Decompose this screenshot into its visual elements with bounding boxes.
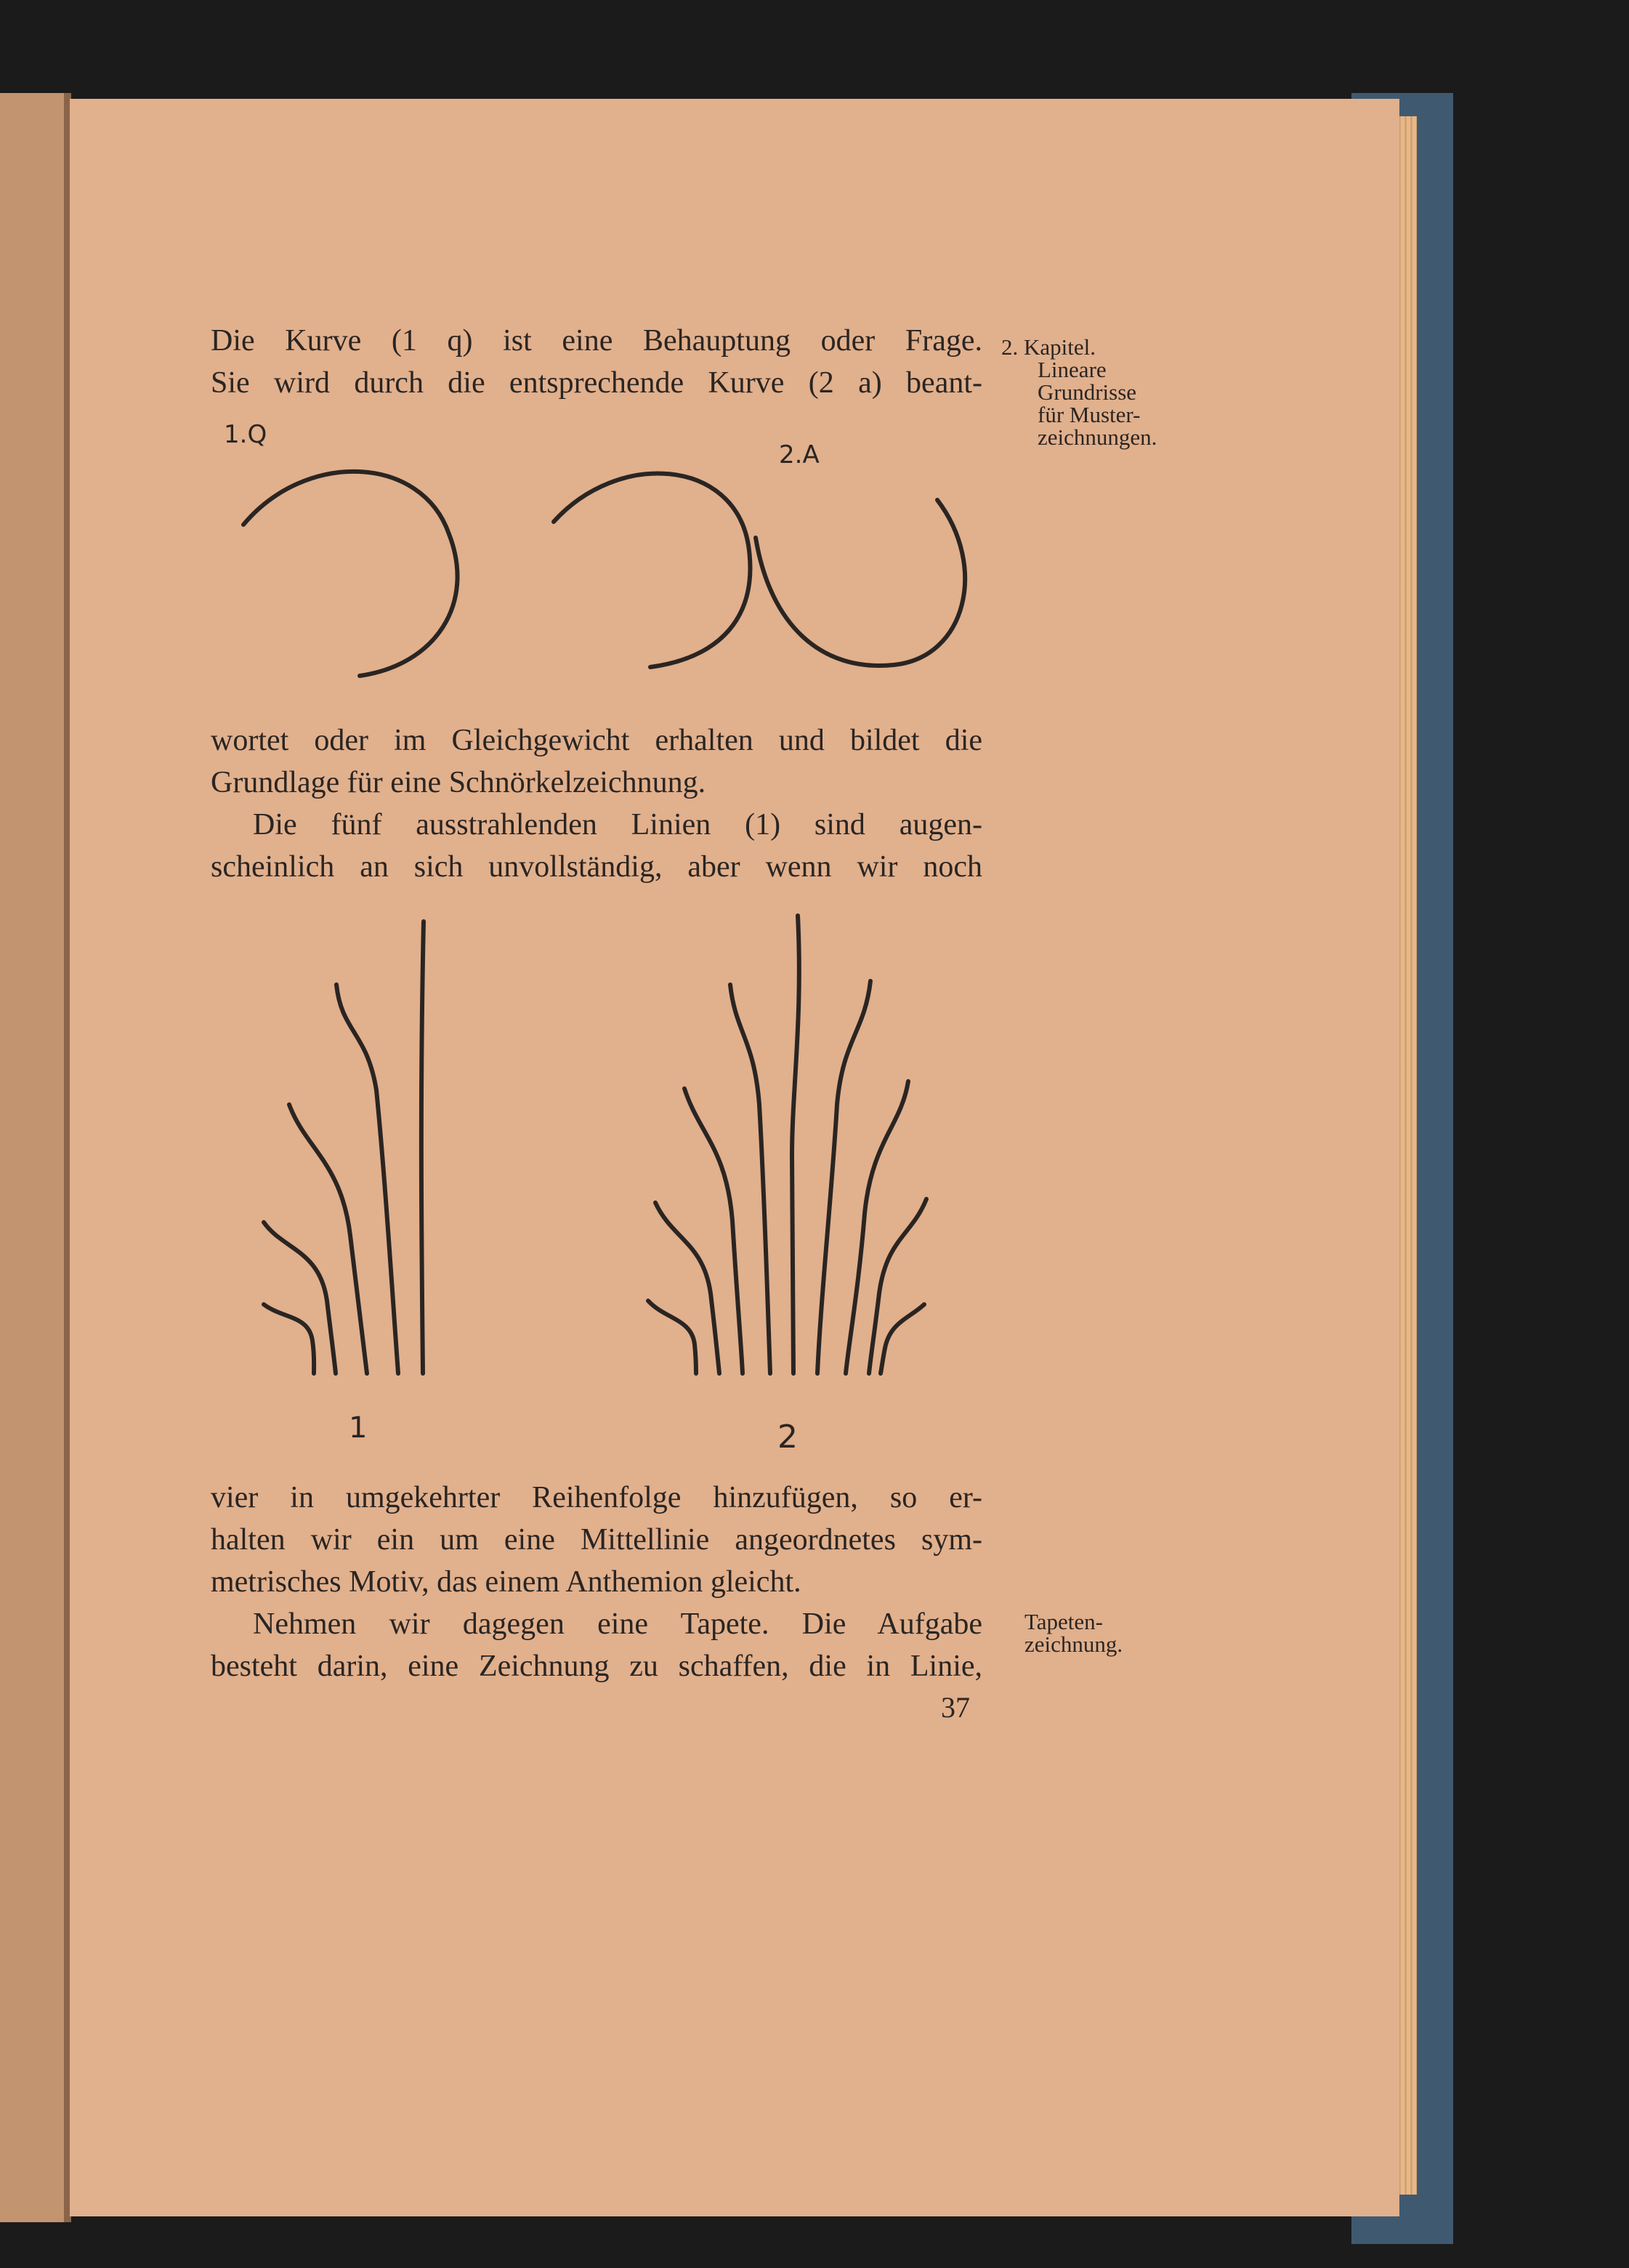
text-line: besteht darin, eine Zeichnung zu schaffen, die in Linie,: [211, 1650, 982, 1683]
text-line: metrisches Motiv, das einem Anthemion gleicht.: [211, 1565, 801, 1599]
figure-label-1: 1: [349, 1411, 368, 1445]
margin-note-line: Tapeten-: [1024, 1609, 1103, 1634]
motif-1: [264, 921, 424, 1373]
text-line: wortet oder im Gleichgewicht erhalten und bildet die: [211, 724, 982, 757]
margin-note-line: zeichnungen.: [1038, 424, 1157, 450]
margin-note-wallpaper: [1024, 1610, 1123, 1655]
margin-note-line: für Muster-: [1038, 402, 1141, 427]
figure-label-answer: 2.A: [779, 440, 820, 469]
text-line: scheinlich an sich unvollständig, aber wenn wir noch: [211, 850, 982, 884]
text-line: halten wir ein um eine Mittellinie angeordnetes sym-: [211, 1523, 982, 1557]
margin-note-line: Grundrisse: [1038, 379, 1137, 405]
text-line: Die fünf ausstrahlenden Linien (1) sind augen-: [253, 808, 982, 842]
text-line: Sie wird durch die entsprechende Kurve (2 a) beant-: [211, 366, 982, 400]
figure-label-question: 1.Q: [224, 420, 267, 449]
motif-2: [648, 916, 926, 1373]
margin-note-line: zeichnung.: [1024, 1631, 1123, 1657]
text-line: Nehmen wir dagegen eine Tapete. Die Aufgabe: [253, 1607, 982, 1641]
text-line: Grundlage für eine Schnörkelzeichnung.: [211, 766, 706, 799]
paragraph-bottom: [211, 1477, 982, 1687]
text-line: vier in umgekehrter Reihenfolge hinzufügen, so er-: [211, 1481, 982, 1514]
margin-note-line: Lineare: [1038, 357, 1107, 382]
figure-label-2: 2: [777, 1418, 798, 1456]
margin-note-line: 2. Kapitel.: [1001, 334, 1096, 360]
text-line: Die Kurve (1 q) ist eine Behauptung oder Frage.: [211, 324, 982, 358]
page-number: 37: [941, 1691, 970, 1724]
